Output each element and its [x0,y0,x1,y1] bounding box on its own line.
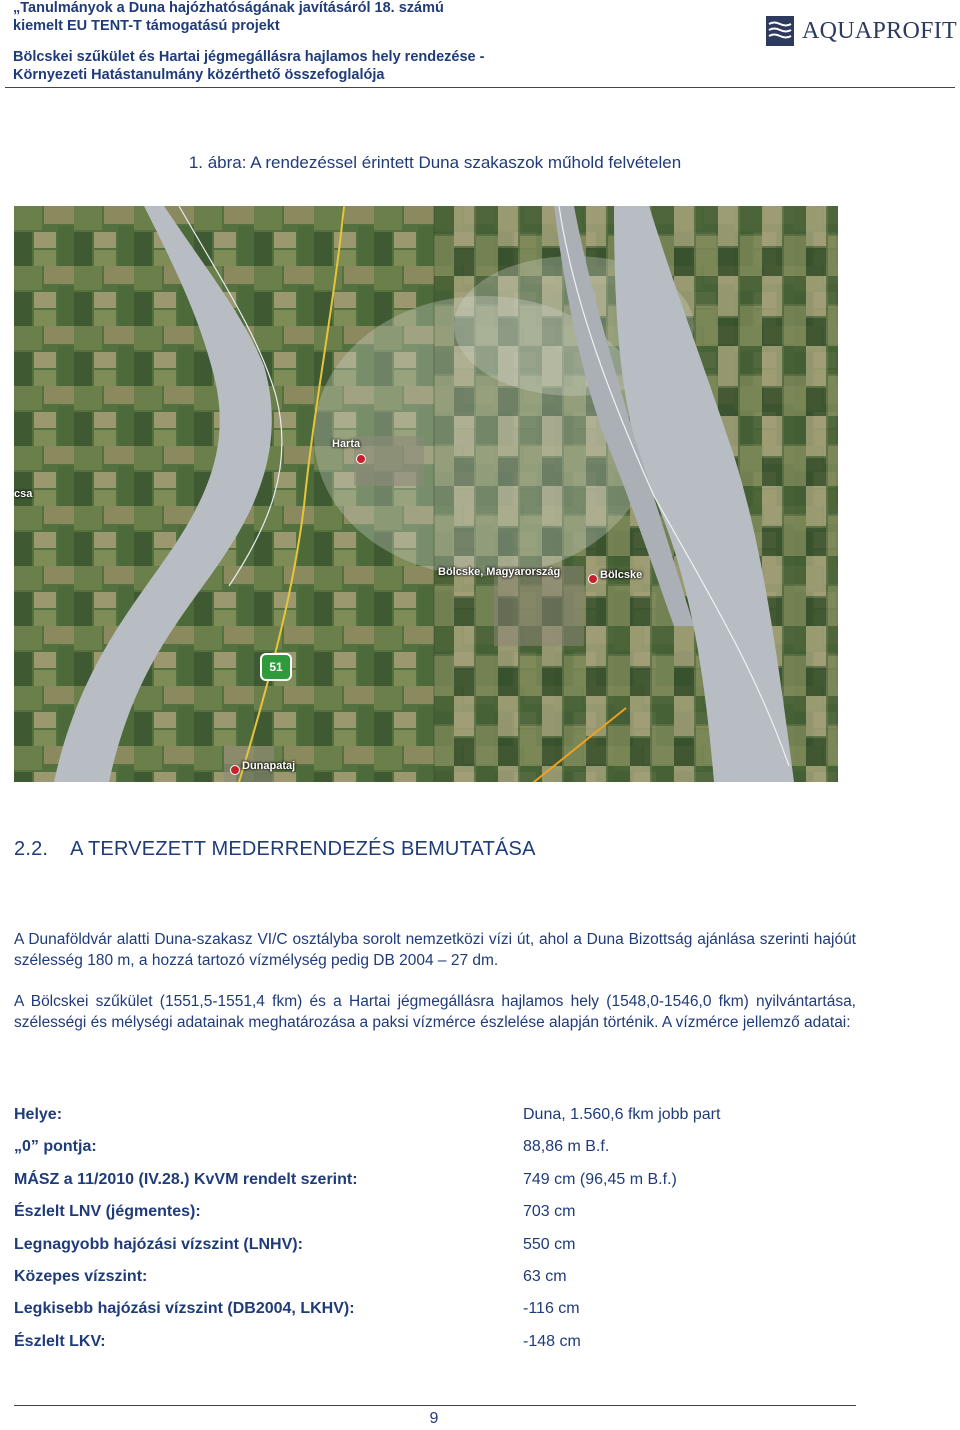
map-label-bolcske: Bölcske [600,569,643,581]
header-rule [5,87,955,88]
dunapataj-marker-icon [230,765,240,775]
section-title: A TERVEZETT MEDERRENDEZÉS BEMUTATÁSA [70,838,536,860]
gauge-value: Duna, 1.560,6 fkm jobb part [523,1106,721,1123]
gauge-value: 88,86 m B.f. [523,1138,610,1155]
harta-marker-icon [356,454,366,464]
paragraph-2: A Bölcskei szűkület (1551,5-1551,4 fkm) és a Hartai jégmegállásra hajlamos hely (1548,0-1546,0 fkm) nyilvántartása, szélességi és mélységi adatainak meghatározása a paksi vízmérce észlelése alapján történik. A vízmérce jellemző adatai: [14,993,856,1031]
gauge-key: Legkisebb hajózási vízszint (DB2004, LKHV): [14,1300,355,1317]
gauge-key: Közepes vízszint: [14,1268,148,1285]
section-heading [14,838,536,861]
section-number: 2.2. [14,838,49,860]
road-51-shield-icon [260,653,292,681]
gauge-value: 749 cm (96,45 m B.f.) [523,1171,677,1188]
map-label-dunapataj: Dunapataj [242,760,296,772]
satellite-drawing [14,206,838,782]
map-label-edge: csa [14,488,33,500]
map-label-bolcske-country: Bölcske, Magyarország [438,566,561,578]
gauge-key: „0” pontja: [14,1138,97,1155]
document-header [13,0,513,84]
gauge-value: 63 cm [523,1268,567,1285]
header-line-2: kiemelt EU TENT-T támogatású projekt [13,17,280,34]
gauge-value: 703 cm [523,1203,576,1220]
gauge-key: Észlelt LKV: [14,1333,106,1350]
gauge-key: Észlelt LNV (jégmentes): [14,1203,201,1220]
paragraph-1: A Dunaföldvár alatti Duna-szakasz VI/C osztályba sorolt nemzetközi vízi út, ahol a Duna Bizottság ajánlása szerinti hajóút szélesség 180 m, a hozzá tartozó vízmélység pedig DB 2004 – 27 dm. [14,931,856,969]
figure-caption: 1. ábra: A rendezéssel érintett Duna szakaszok műhold felvételen [188,153,682,172]
satellite-image [14,206,838,782]
gauge-key: Helye: [14,1106,63,1123]
gauge-value: 550 cm [523,1236,576,1253]
gauge-key: MÁSZ a 11/2010 (IV.28.) KvVM rendelt szerint: [14,1171,358,1188]
gauge-key: Legnagyobb hajózási vízszint (LNHV): [14,1236,303,1253]
header-line-3: Bölcskei szűkület és Hartai jégmegállásra hajlamos hely rendezése - [13,49,485,65]
header-line-4: Környezeti Hatástanulmány közérthető összefoglalója [13,66,385,83]
logo-text: AQUAPROFIT [802,17,958,44]
aquaprofit-logo [766,16,957,46]
gauge-value: -148 cm [523,1333,581,1350]
bolcske-marker-icon [588,574,598,584]
header-line-1: „Tanulmányok a Duna hajózhatóságának javításáról 18. számú [13,0,444,16]
gauge-value: -116 cm [523,1300,580,1317]
page-number: 9 [429,1410,439,1427]
aquaprofit-logo-icon [766,16,794,46]
footer-rule [14,1405,856,1406]
road-number: 51 [269,660,283,674]
map-label-harta: Harta [332,438,361,450]
